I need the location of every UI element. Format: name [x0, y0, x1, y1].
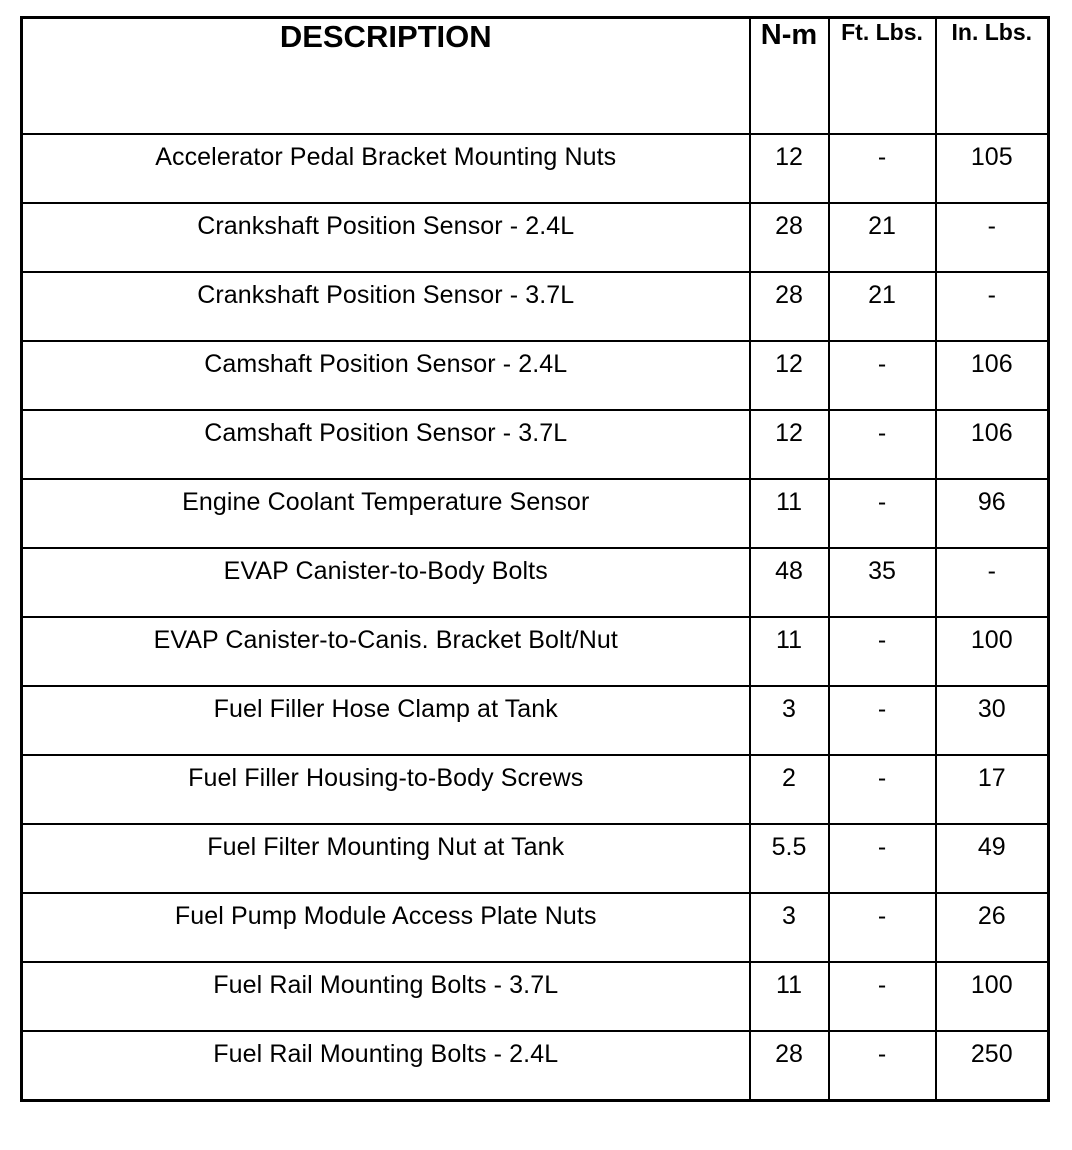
- cell-ft-lbs: -: [829, 962, 936, 1031]
- header-nm: N-m: [750, 18, 829, 135]
- cell-nm: 11: [750, 962, 829, 1031]
- cell-description: EVAP Canister-to-Body Bolts: [22, 548, 750, 617]
- table-row: [22, 617, 1049, 686]
- table-row: [22, 962, 1049, 1031]
- cell-in-lbs: 49: [936, 824, 1049, 893]
- cell-in-lbs: 26: [936, 893, 1049, 962]
- cell-ft-lbs: -: [829, 824, 936, 893]
- cell-nm: 28: [750, 272, 829, 341]
- cell-ft-lbs: 21: [829, 272, 936, 341]
- cell-ft-lbs: 21: [829, 203, 936, 272]
- table-row: [22, 893, 1049, 962]
- cell-nm: 12: [750, 341, 829, 410]
- cell-ft-lbs: -: [829, 686, 936, 755]
- table-row: [22, 341, 1049, 410]
- cell-nm: 5.5: [750, 824, 829, 893]
- table-body: [22, 134, 1049, 1100]
- cell-nm: 11: [750, 479, 829, 548]
- cell-description: Engine Coolant Temperature Sensor: [22, 479, 750, 548]
- cell-nm: 48: [750, 548, 829, 617]
- cell-description: Camshaft Position Sensor - 2.4L: [22, 341, 750, 410]
- table-row: [22, 686, 1049, 755]
- table-row: [22, 755, 1049, 824]
- cell-description: Crankshaft Position Sensor - 2.4L: [22, 203, 750, 272]
- cell-description: Accelerator Pedal Bracket Mounting Nuts: [22, 134, 750, 203]
- table-row: [22, 479, 1049, 548]
- cell-ft-lbs: -: [829, 1031, 936, 1100]
- cell-nm: 3: [750, 893, 829, 962]
- cell-in-lbs: 100: [936, 962, 1049, 1031]
- cell-in-lbs: 96: [936, 479, 1049, 548]
- cell-description: EVAP Canister-to-Canis. Bracket Bolt/Nut: [22, 617, 750, 686]
- cell-ft-lbs: -: [829, 410, 936, 479]
- cell-nm: 11: [750, 617, 829, 686]
- cell-description: Camshaft Position Sensor - 3.7L: [22, 410, 750, 479]
- cell-ft-lbs: -: [829, 755, 936, 824]
- cell-nm: 2: [750, 755, 829, 824]
- cell-description: Fuel Filler Housing-to-Body Screws: [22, 755, 750, 824]
- cell-in-lbs: 17: [936, 755, 1049, 824]
- torque-spec-table: [20, 16, 1050, 1102]
- table-row: [22, 203, 1049, 272]
- cell-description: Fuel Rail Mounting Bolts - 2.4L: [22, 1031, 750, 1100]
- cell-description: Fuel Filter Mounting Nut at Tank: [22, 824, 750, 893]
- cell-description: Fuel Filler Hose Clamp at Tank: [22, 686, 750, 755]
- cell-nm: 28: [750, 203, 829, 272]
- cell-ft-lbs: -: [829, 341, 936, 410]
- table-row: [22, 272, 1049, 341]
- cell-in-lbs: 30: [936, 686, 1049, 755]
- table-row: [22, 548, 1049, 617]
- header-in-lbs: In. Lbs.: [936, 18, 1049, 135]
- cell-in-lbs: -: [936, 203, 1049, 272]
- table-row: [22, 824, 1049, 893]
- cell-ft-lbs: 35: [829, 548, 936, 617]
- cell-nm: 28: [750, 1031, 829, 1100]
- table-row: [22, 1031, 1049, 1100]
- table-row: [22, 134, 1049, 203]
- cell-in-lbs: 250: [936, 1031, 1049, 1100]
- cell-nm: 12: [750, 410, 829, 479]
- cell-in-lbs: -: [936, 548, 1049, 617]
- header-ft-lbs: Ft. Lbs.: [829, 18, 936, 135]
- header-description: DESCRIPTION: [22, 18, 750, 135]
- cell-description: Crankshaft Position Sensor - 3.7L: [22, 272, 750, 341]
- cell-ft-lbs: -: [829, 893, 936, 962]
- cell-in-lbs: 100: [936, 617, 1049, 686]
- cell-description: Fuel Pump Module Access Plate Nuts: [22, 893, 750, 962]
- cell-description: Fuel Rail Mounting Bolts - 3.7L: [22, 962, 750, 1031]
- cell-nm: 12: [750, 134, 829, 203]
- cell-nm: 3: [750, 686, 829, 755]
- cell-in-lbs: 106: [936, 410, 1049, 479]
- cell-ft-lbs: -: [829, 134, 936, 203]
- cell-in-lbs: 106: [936, 341, 1049, 410]
- cell-ft-lbs: -: [829, 617, 936, 686]
- header-row: [22, 18, 1049, 135]
- cell-in-lbs: -: [936, 272, 1049, 341]
- cell-in-lbs: 105: [936, 134, 1049, 203]
- table-row: [22, 410, 1049, 479]
- cell-ft-lbs: -: [829, 479, 936, 548]
